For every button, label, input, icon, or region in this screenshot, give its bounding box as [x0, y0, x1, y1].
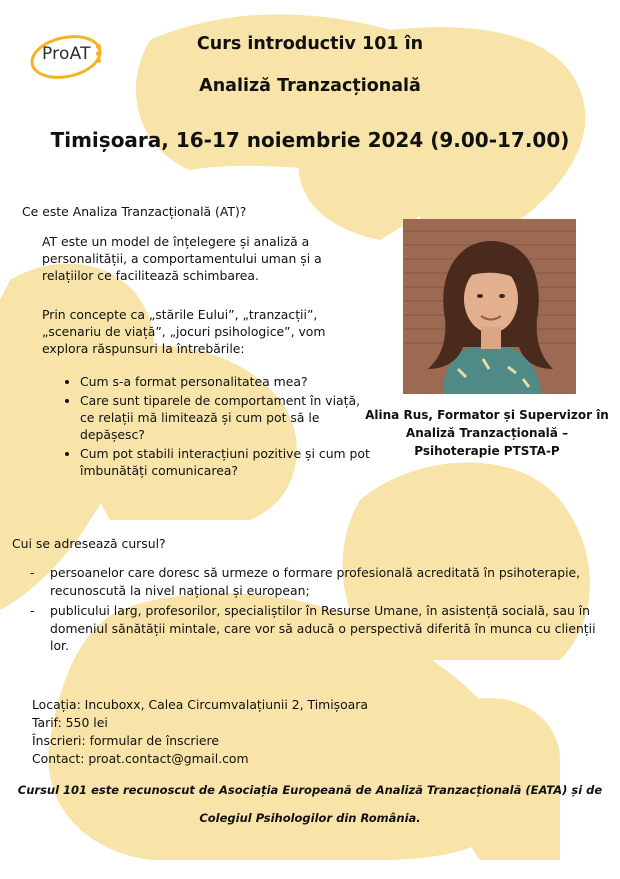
- list-item: - publicului larg, profesorilor, specialiștilor în Resurse Umane, în asistență socială, sau în domeniul sănătății mintale, care vor să aducă o perspectivă diferită în munca cu clienții lor.: [22, 602, 597, 655]
- trainer-photo: [403, 219, 576, 394]
- event-date-location: Timișoara, 16-17 noiembrie 2024 (9.00-17.00): [50, 128, 570, 152]
- title-line-2: Analiză Tranzacțională: [199, 76, 421, 96]
- title-line-1: Curs introductiv 101 în: [196, 34, 424, 54]
- list-item: • Cum pot stabili interacțiuni pozitive și cum pot îmbunătăți comunicarea?: [80, 445, 370, 479]
- footer-line-1: Cursul 101 este recunoscut de Asociația Europeană de Analiză Tranzacțională (EATA) și de: [17, 783, 603, 797]
- list-item: • Cum s-a format personalitatea mea?: [80, 373, 370, 390]
- logo-dots: [96, 44, 102, 65]
- portrait-illustration: [403, 219, 576, 394]
- registration-text: Înscrieri: formular de înscriere: [32, 733, 219, 748]
- list-item: - persoanelor care doresc să urmeze o formare profesională acreditată în psihoterapie, recunoscută la nivel național și european;: [22, 564, 597, 599]
- contact-text: Contact: proat.contact@gmail.com: [32, 751, 249, 766]
- list-item: • Care sunt tiparele de comportament în viață, ce relații mă limitează și cum pot să le depășesc?: [80, 392, 370, 443]
- location-text: Locația: Incuboxx, Calea Circumvalațiunii 2, Timișoara: [32, 697, 368, 712]
- trainer-caption: Alina Rus, Formator și Supervizor în Analiză Tranzacțională – Psihoterapie PTSTA-P: [365, 408, 609, 458]
- fee-text: Tarif: 550 lei: [32, 715, 108, 730]
- questions-list: [64, 373, 370, 481]
- audience-question: Cui se adresează cursul?: [12, 536, 166, 551]
- about-paragraph-2: Prin concepte ca „stările Eului”, „tranzacții”, „scenariu de viață”, „jocuri psihologice”, vom explora răspunsuri la întrebările:: [42, 307, 326, 356]
- about-paragraph-1: AT este un model de înțelegere și analiză a personalității, a comportamentului uman și a relațiilor ce facilitează schimbarea.: [42, 234, 322, 283]
- about-question: Ce este Analiza Tranzacțională (AT)?: [22, 204, 247, 219]
- footer-line-2: Colegiul Psihologilor din România.: [199, 811, 421, 825]
- audience-list: [22, 564, 597, 658]
- logo: ProAT: [42, 44, 91, 64]
